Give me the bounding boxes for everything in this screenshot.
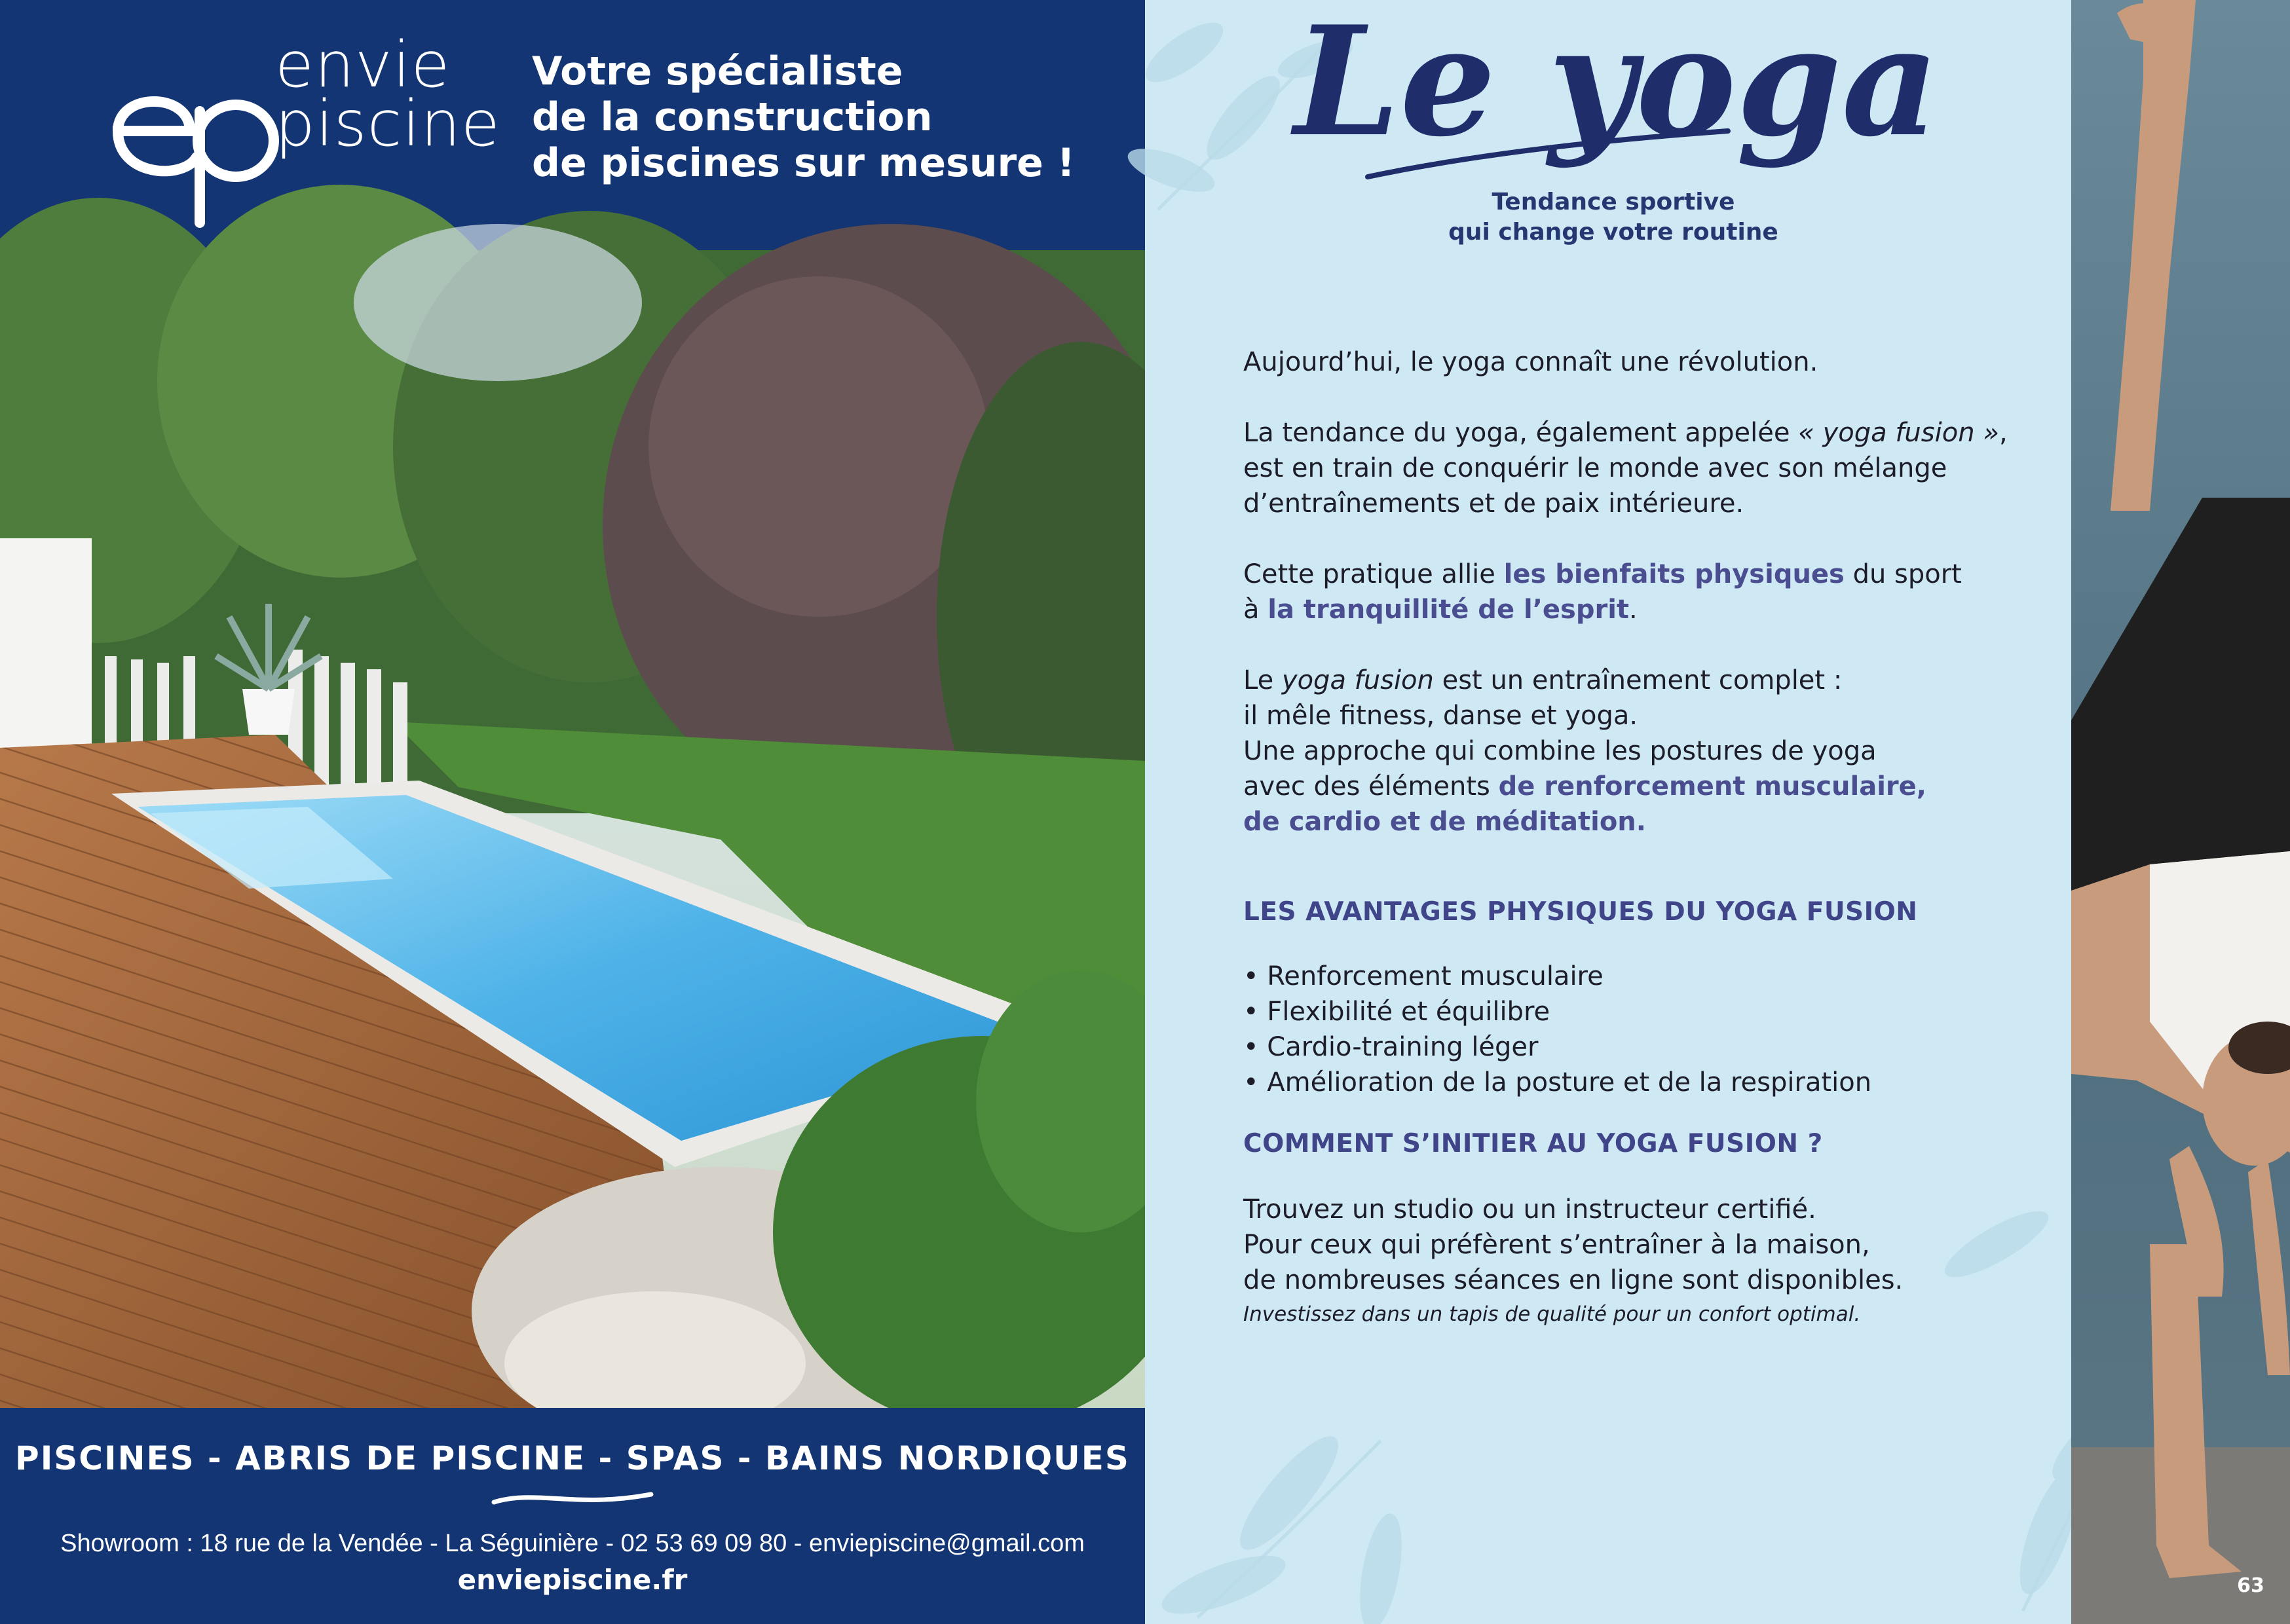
paragraph-fusion: Le yoga fusion est un entraînement complet : <box>1243 665 1843 695</box>
paragraph-fusion-line2: il mêle fitness, danse et yoga. <box>1243 701 1638 731</box>
intro-paragraph: Aujourd’hui, le yoga connaît une révolution. <box>1243 347 1818 377</box>
page-number: 63 <box>2237 1574 2264 1597</box>
paragraph-benefits-line2: à la tranquillité de l’esprit. <box>1243 595 1638 625</box>
wave-divider <box>490 1486 655 1513</box>
brand-name-line1: envie <box>275 28 451 101</box>
ad-tagline <box>532 48 1075 186</box>
heading-getting-started: COMMENT S’INITIER AU YOGA FUSION ? <box>1243 1129 1823 1158</box>
article-title-text: Le yoga <box>1294 0 1940 170</box>
paragraph-start-note: Investissez dans un tapis de qualité pour un confort optimal. <box>1243 1302 1861 1326</box>
paragraph-trend-line2: est en train de conquérir le monde avec son mélange <box>1243 453 1947 483</box>
bullet-item: • Amélioration de la posture et de la respiration <box>1243 1067 1872 1098</box>
paragraph-fusion-line4: avec des éléments de renforcement musculaire, <box>1243 771 1926 802</box>
paragraph-start-line3: de nombreuses séances en ligne sont disponibles. <box>1243 1265 1904 1295</box>
paragraph-start-line1: Trouvez un studio ou un instructeur certifié. <box>1243 1194 1816 1225</box>
article-subtitle <box>1440 187 1787 248</box>
tagline-line2: de la construction <box>532 94 933 140</box>
bullet-item: • Flexibilité et équilibre <box>1243 997 1550 1027</box>
contact-info: Showroom : 18 rue de la Vendée - La Séguinière - 02 53 69 09 80 - enviepiscine@gmail.com <box>60 1530 1085 1557</box>
brand-name-line2: piscine <box>275 87 500 160</box>
paragraph-trend: La tendance du yoga, également appelée « yoga fusion », <box>1243 418 2008 448</box>
services-list: PISCINES - ABRIS DE PISCINE - SPAS - BAINS NORDIQUES <box>15 1439 1130 1477</box>
brand-name <box>275 28 500 160</box>
article-body <box>1243 344 2062 1331</box>
subtitle-line2: qui change votre routine <box>1448 219 1778 246</box>
pool-photo <box>0 250 1145 1408</box>
tagline-line1: Votre spécialiste <box>532 48 903 94</box>
ad-footer <box>0 1408 1145 1624</box>
paragraph-fusion-line5: de cardio et de méditation. <box>1243 807 1646 837</box>
heading-benefits: LES AVANTAGES PHYSIQUES DU YOGA FUSION <box>1243 897 1918 927</box>
bullet-item: • Renforcement musculaire <box>1243 961 1604 991</box>
paragraph-fusion-line3: Une approche qui combine les postures de yoga <box>1243 736 1877 766</box>
paragraph-benefits: Cette pratique allie les bienfaits physiques du sport <box>1243 559 1962 589</box>
bullet-item: • Cardio-training léger <box>1243 1032 1539 1062</box>
website-link[interactable]: enviepiscine.fr <box>457 1564 688 1596</box>
paragraph-start-line2: Pour ceux qui préfèrent s’entraîner à la maison, <box>1243 1230 1870 1260</box>
tagline-line3: de piscines sur mesure ! <box>532 140 1075 186</box>
article-title <box>1294 0 1940 203</box>
yoga-photo <box>2071 0 2290 1624</box>
subtitle-line1: Tendance sportive <box>1492 189 1735 215</box>
paragraph-trend-line3: d’entraînements et de paix intérieure. <box>1243 489 1744 519</box>
article-page <box>1145 0 2290 1624</box>
